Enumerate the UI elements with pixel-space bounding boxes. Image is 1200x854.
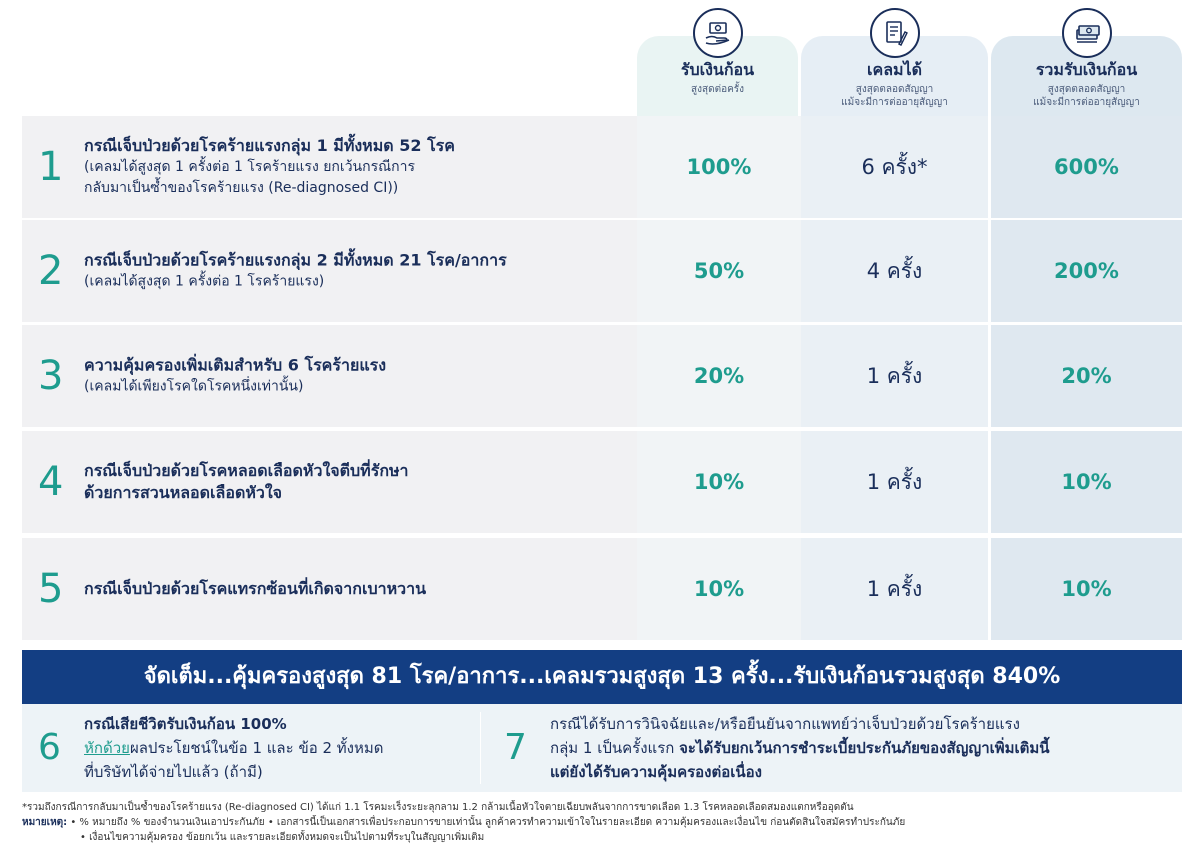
extra-benefits (22, 704, 1182, 792)
total-value: 600% (1054, 155, 1119, 179)
row-number: 4 (38, 459, 64, 505)
benefit-detail: กรณีได้รับการวินิจฉัยและ/หรือยืนยันจากแพทย์ว่าเจ็บป่วยด้วยโรคร้ายแรง (550, 715, 1020, 733)
benefit-detail: ที่บริษัทได้จ่ายไปแล้ว (ถ้ามี) (84, 763, 263, 781)
column-title: รับเงินก้อน (680, 60, 755, 79)
column-header-claims (801, 36, 988, 116)
table-row (22, 116, 1182, 218)
total-value: 10% (1061, 470, 1112, 494)
footnote-note: • % หมายถึง % ของจำนวนเงินเอาประกันภัย • เอกสารนี้เป็นเอกสารเพื่อประกอบการขายเท่านั้น ลูกค้าควรทำความเข้าใจในรายละเอียด ความคุ้มครองและเงื่อนไข ก่อนตัดสินใจสมัครทำประกันภัย (70, 817, 906, 828)
benefit-highlight: แต่ยังได้รับความคุ้มครองต่อเนื่อง (550, 763, 762, 781)
divider (480, 712, 481, 784)
benefit-detail: กลุ่ม 1 เป็นครั้งแรก (550, 739, 680, 757)
row-title: กรณีเจ็บป่วยด้วยโรคแทรกซ้อนที่เกิดจากเบาหวาน (84, 579, 427, 598)
row-description (22, 431, 637, 533)
footnote-note: • เงื่อนไขความคุ้มครอง ข้อยกเว้น และรายละเอียดทั้งหมดจะเป็นไปตามที่ระบุในสัญญาเพิ่มเติม (80, 832, 485, 843)
total-value: 200% (1054, 259, 1119, 283)
lump-sum-value: 10% (693, 577, 745, 601)
column-title: รวมรับเงินก้อน (1035, 60, 1138, 79)
lump-sum-value: 10% (693, 470, 745, 494)
benefit-number: 7 (504, 727, 527, 768)
column-subtitle: แม้จะมีการต่ออายุสัญญา (841, 97, 948, 108)
table-row (22, 538, 1182, 640)
table-row (22, 431, 1182, 533)
footnote-label: หมายเหตุ: (22, 817, 68, 828)
table-row (22, 220, 1182, 322)
claim-count-value: 4 ครั้ง (866, 259, 923, 283)
row-description (22, 538, 637, 640)
column-header-total (991, 36, 1182, 116)
row-title: กรณีเจ็บป่วยด้วยโรคร้ายแรงกลุ่ม 2 มีทั้งหมด 21 โรค/อาการ (84, 250, 507, 270)
row-number: 2 (38, 248, 64, 294)
row-description (22, 116, 637, 218)
claim-count-value: 1 ครั้ง (866, 470, 923, 494)
row-title: กรณีเจ็บป่วยด้วยโรคร้ายแรงกลุ่ม 1 มีทั้งหมด 52 โรค (84, 136, 455, 155)
row-detail: กลับมาเป็นซ้ำของโรคร้ายแรง (Re-diagnosed CI)) (84, 180, 399, 196)
table-row (22, 325, 1182, 427)
column-title: เคลมได้ (867, 60, 922, 79)
claim-count-value: 1 ครั้ง (866, 577, 923, 601)
row-title-cont: ด้วยการสวนหลอดเลือดหัวใจ (84, 483, 283, 502)
row-detail: (เคลมได้เพียงโรคใดโรคหนึ่งเท่านั้น) (84, 378, 304, 395)
row-number: 1 (38, 144, 64, 190)
deduct-link[interactable]: หักด้วย (84, 739, 130, 757)
benefit-title: กรณีเสียชีวิตรับเงินก้อน 100% (84, 715, 287, 733)
lump-sum-value: 20% (693, 364, 745, 388)
summary-banner: จัดเต็ม...คุ้มครองสูงสุด 81 โรค/อาการ...เคลมรวมสูงสุด 13 ครั้ง...รับเงินก้อนรวมสูงสุด 840% (22, 650, 1182, 704)
footnote-star: *รวมถึงกรณีการกลับมาเป็นซ้ำของโรคร้ายแรง (Re-diagnosed CI) ได้แก่ 1.1 โรคมะเร็งระยะลุกลาม 1.2 กล้ามเนื้อหัวใจตายเฉียบพลันจากการขาดเลือด 1.3 โรคหลอดเลือดสมองแตกหรืออุดตัน (22, 802, 854, 813)
lump-sum-value: 50% (693, 259, 745, 283)
death-benefit (22, 704, 474, 792)
column-subtitle: สูงสุดตลอดสัญญา (855, 84, 934, 95)
total-value: 10% (1061, 577, 1112, 601)
row-description (22, 220, 637, 322)
benefit-highlight: จะได้รับยกเว้นการชำระเบี้ยประกันภัยของสัญญาเพิ่มเติมนี้ (679, 739, 1050, 757)
claim-document-icon (870, 8, 920, 58)
column-subtitle: สูงสุดตลอดสัญญา (1047, 84, 1126, 95)
lump-sum-value: 100% (686, 155, 752, 179)
footnote (22, 800, 1182, 845)
row-number: 5 (38, 566, 64, 612)
row-description (22, 325, 637, 427)
row-detail: (เคลมได้สูงสุด 1 ครั้งต่อ 1 โรคร้ายแรง) (84, 273, 325, 290)
claim-count-value: 1 ครั้ง (866, 364, 923, 388)
benefit-detail: ผลประโยชน์ในข้อ 1 และ ข้อ 2 ทั้งหมด (129, 739, 384, 757)
row-title: กรณีเจ็บป่วยด้วยโรคหลอดเลือดหัวใจตีบที่รักษา (84, 461, 409, 480)
row-title: ความคุ้มครองเพิ่มเติมสำหรับ 6 โรคร้ายแรง (84, 355, 387, 375)
total-value: 20% (1061, 364, 1112, 388)
money-stack-icon (1062, 8, 1112, 58)
column-header-lump-sum (637, 36, 798, 116)
premium-waiver (488, 704, 1182, 792)
claim-count-value: 6 ครั้ง* (861, 155, 928, 179)
column-subtitle: แม้จะมีการต่ออายุสัญญา (1033, 97, 1140, 108)
column-subtitle: สูงสุดต่อครั้ง (690, 84, 745, 95)
row-number: 3 (38, 353, 64, 399)
benefit-number: 6 (38, 727, 61, 768)
cash-hand-icon (693, 8, 743, 58)
row-detail: (เคลมได้สูงสุด 1 ครั้งต่อ 1 โรคร้ายแรง ยกเว้นกรณีการ (84, 159, 415, 175)
